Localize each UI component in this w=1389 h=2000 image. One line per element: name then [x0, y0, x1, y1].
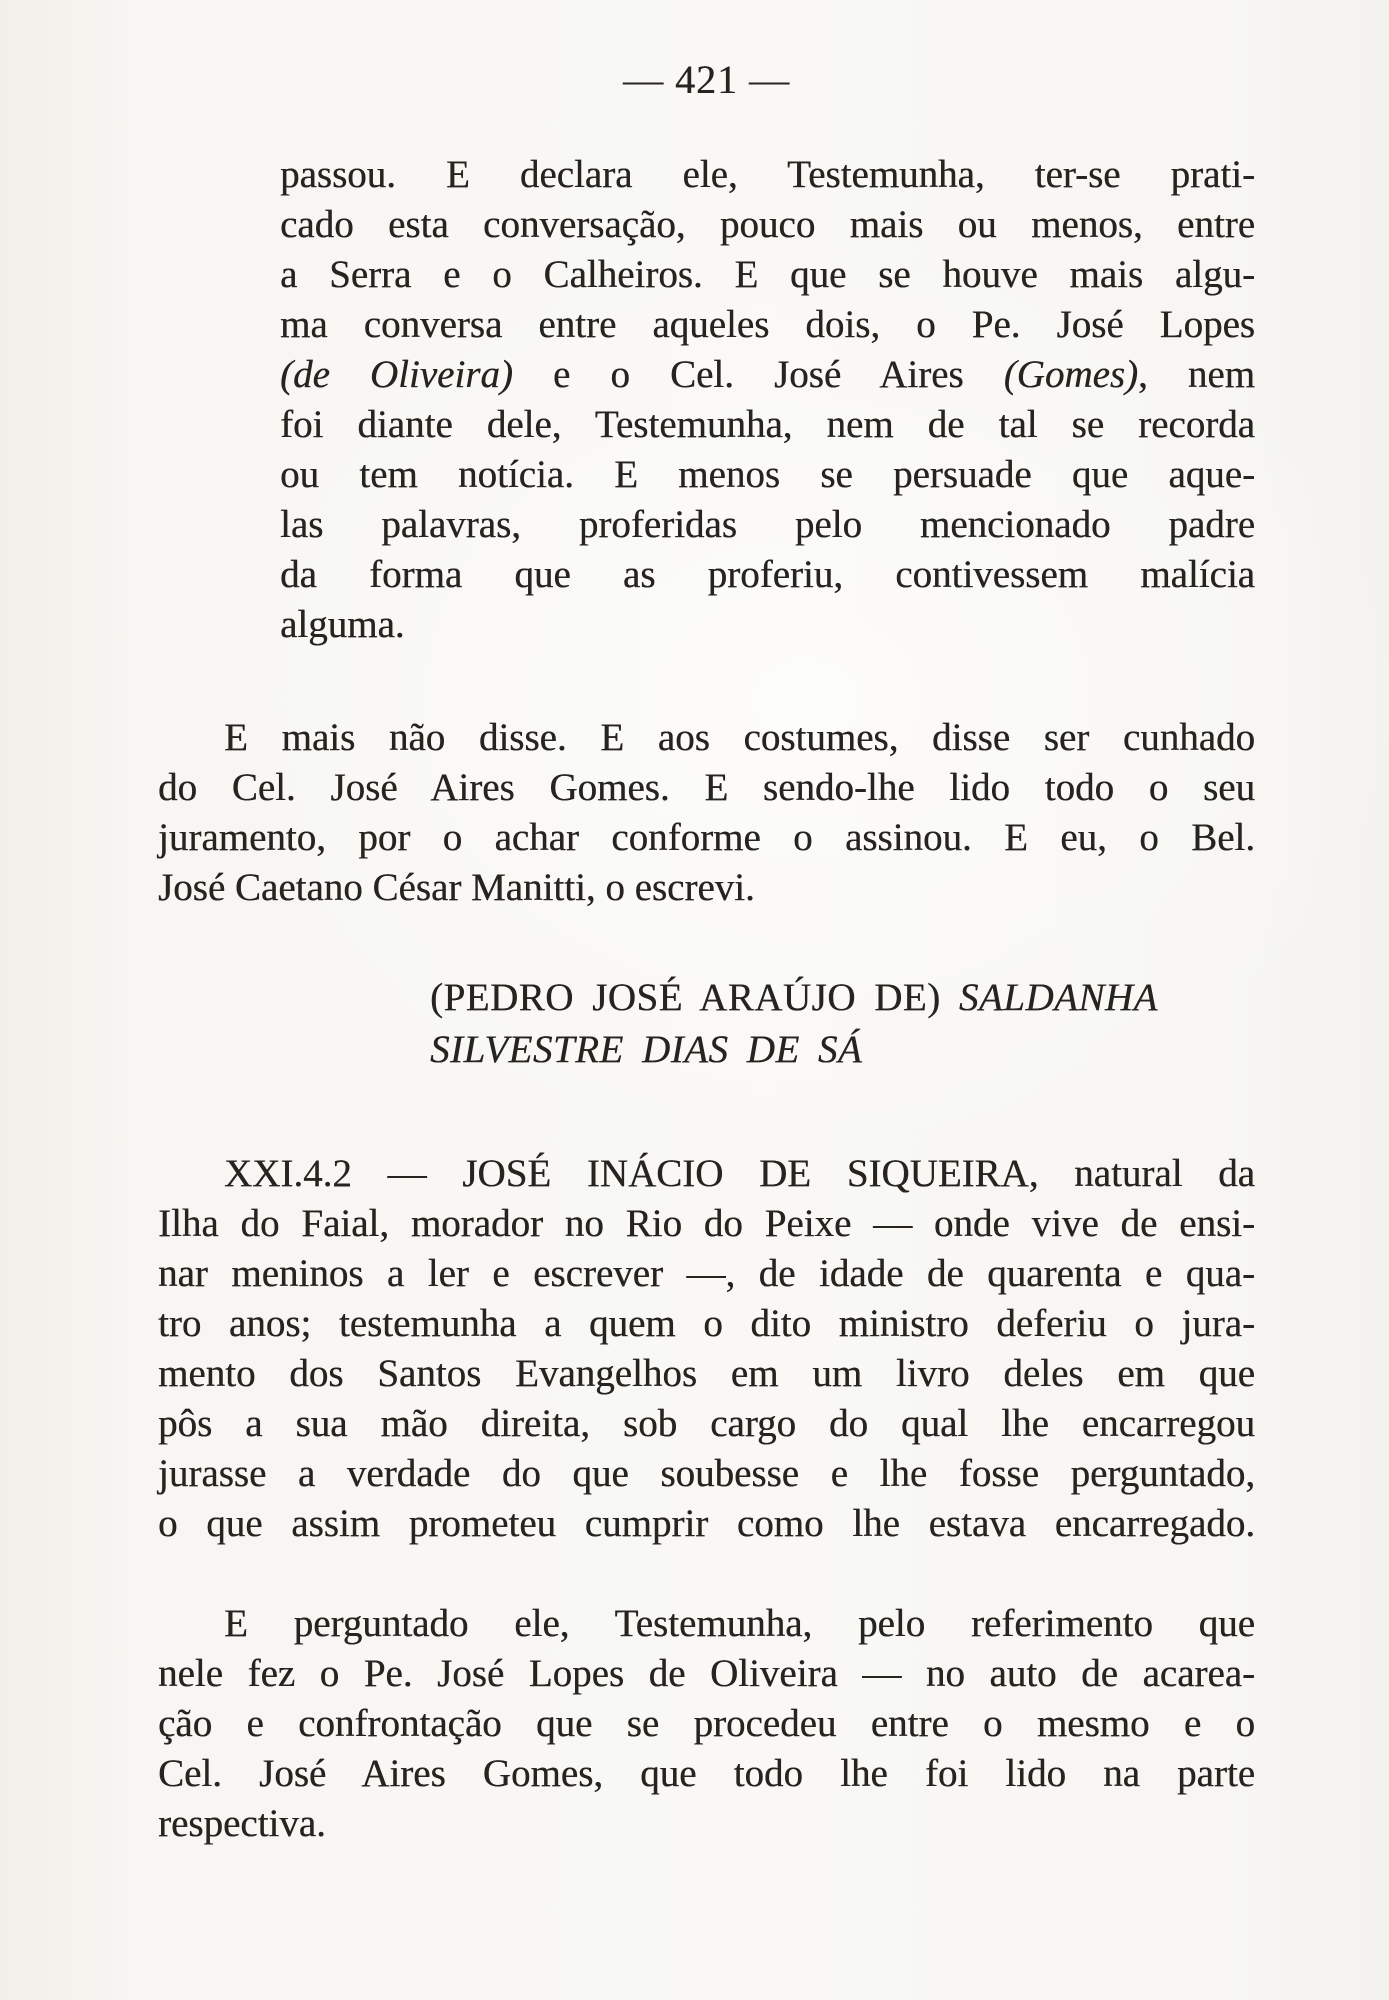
text-segment: E perguntado ele, Testemunha, pelo referimento que: [224, 1602, 1255, 1645]
text-line: [158, 863, 1255, 913]
text-line: [158, 1749, 1255, 1799]
text-line: [280, 250, 1255, 300]
text-line: [280, 200, 1255, 250]
quoted-testimony-block: [280, 150, 1255, 650]
paragraph-entry-xxi-4-2: [158, 1149, 1255, 1549]
text-segment: Cel. José Aires Gomes, que todo lhe foi lido na parte: [158, 1752, 1255, 1795]
text-segment: E mais não disse. E aos costumes, disse ser cunhado: [224, 716, 1255, 759]
paragraph-closing-formula: [158, 713, 1255, 913]
text-line: [158, 763, 1255, 813]
text-line: [158, 1199, 1255, 1249]
text-segment: SALDANHA: [958, 976, 1158, 1019]
text-line: [158, 1449, 1255, 1499]
text-line: [158, 1599, 1255, 1649]
text-line: [158, 1249, 1255, 1299]
text-segment: Ilha do Faial, morador no Rio do Peixe — onde vive de ensi-: [158, 1202, 1255, 1245]
text-line: [158, 1349, 1255, 1399]
text-segment: , nem: [1137, 353, 1255, 396]
text-segment: José Caetano César Manitti, o escrevi.: [158, 866, 755, 909]
text-segment: da forma que as proferiu, contivessem malícia: [280, 553, 1255, 596]
text-line: [158, 713, 1255, 763]
text-line: [158, 1799, 1255, 1849]
page-number: — 421 —: [623, 57, 790, 102]
text-segment: SILVESTRE DIAS DE SÁ: [430, 1028, 863, 1071]
text-segment: tro anos; testemunha a quem o dito ministro deferiu o jura-: [158, 1302, 1255, 1345]
text-line: [158, 1699, 1255, 1749]
text-line: [280, 450, 1255, 500]
text-line: [280, 150, 1255, 200]
text-line: [280, 600, 1255, 650]
text-segment: jurasse a verdade do que soubesse e lhe fosse perguntado,: [158, 1452, 1255, 1495]
text-segment: (de Oliveira): [280, 353, 513, 396]
text-segment: (Gomes): [1003, 353, 1138, 396]
text-column: [158, 150, 1255, 1849]
text-segment: (PEDRO JOSÉ ARAÚJO DE): [430, 976, 959, 1019]
text-segment: ção e confrontação que se procedeu entre o mesmo e o: [158, 1702, 1255, 1745]
text-line: [158, 1499, 1255, 1549]
text-segment: foi diante dele, Testemunha, nem de tal se recorda: [280, 403, 1255, 446]
text-segment: mento dos Santos Evangelhos em um livro deles em que: [158, 1352, 1255, 1395]
text-segment: a Serra e o Calheiros. E que se houve mais algu-: [280, 253, 1255, 296]
text-segment: juramento, por o achar conforme o assinou. E eu, o Bel.: [158, 816, 1255, 859]
text-line: [158, 1649, 1255, 1699]
entry-heading-saldanha: [430, 972, 1255, 1076]
text-line: [280, 550, 1255, 600]
text-line: [280, 400, 1255, 450]
text-segment: do Cel. José Aires Gomes. E sendo-lhe lido todo o seu: [158, 766, 1255, 809]
text-segment: respectiva.: [158, 1802, 326, 1845]
text-segment: nele fez o Pe. José Lopes de Oliveira — no auto de acarea-: [158, 1652, 1255, 1695]
text-segment: cado esta conversação, pouco mais ou menos, entre: [280, 203, 1255, 246]
text-line: [280, 500, 1255, 550]
text-line: [430, 1024, 1255, 1076]
text-segment: o que assim prometeu cumprir como lhe estava encarregado.: [158, 1502, 1255, 1545]
text-line: [158, 813, 1255, 863]
text-segment: ma conversa entre aqueles dois, o Pe. José Lopes: [280, 303, 1255, 346]
text-line: [158, 1399, 1255, 1449]
text-segment: nar meninos a ler e escrever —, de idade de quarenta e qua-: [158, 1252, 1255, 1295]
text-segment: e o Cel. José Aires: [512, 353, 1004, 396]
paragraph-acareacao: [158, 1599, 1255, 1849]
text-line: [280, 350, 1255, 400]
text-line: [158, 1149, 1255, 1199]
text-segment: alguma.: [280, 603, 405, 646]
text-line: [430, 972, 1255, 1024]
text-line: [158, 1299, 1255, 1349]
text-line: [280, 300, 1255, 350]
text-segment: ou tem notícia. E menos se persuade que aque-: [280, 453, 1255, 496]
text-segment: las palavras, proferidas pelo mencionado padre: [280, 503, 1255, 546]
text-segment: XXI.4.2 — JOSÉ INÁCIO DE SIQUEIRA, natural da: [224, 1152, 1255, 1195]
text-segment: pôs a sua mão direita, sob cargo do qual lhe encarregou: [158, 1402, 1255, 1445]
text-segment: passou. E declara ele, Testemunha, ter-se prati-: [280, 153, 1255, 196]
